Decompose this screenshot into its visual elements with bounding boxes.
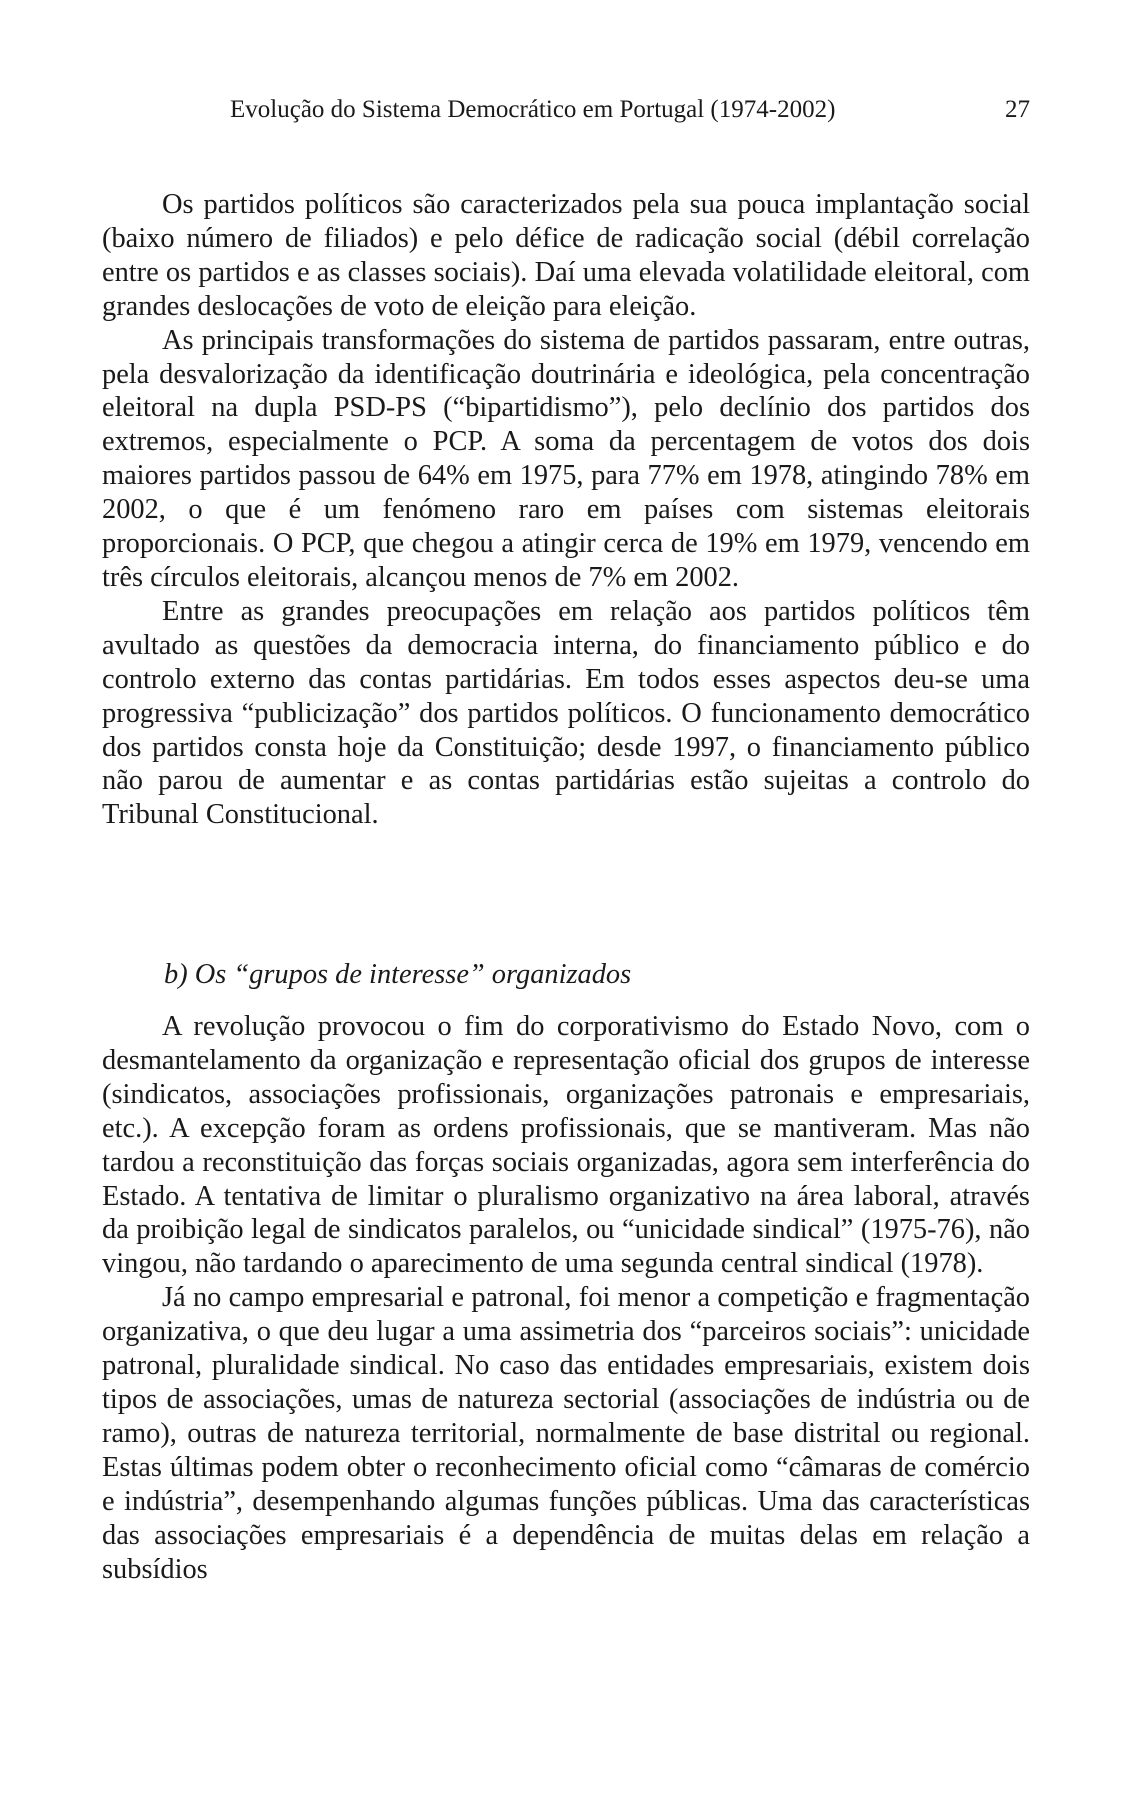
paragraph: Entre as grandes preocupações em relação aos partidos políticos têm avultado as questões da democracia interna, do financiamento público e do controlo externo das contas partidárias. Em todos esses aspectos deu-se uma progressiva “publicização” dos partidos políticos. O funcionamento democrático dos partidos consta hoje da Constituição; desde 1997, o financiamento público não parou de aumentar e as contas partidárias estão sujeitas a controlo do Tribunal Constitucional.: [102, 595, 1030, 831]
paragraph: As principais transformações do sistema de partidos passaram, entre outras, pela desvalorização da identificação doutrinária e ideológica, pela concentração eleitoral na dupla PSD-PS (“bipartidismo”), pelo declínio dos partidos dos extremos, especialmente o PCP. A soma da percentagem de votos dos dois maiores partidos passou de 64% em 1975, para 77% em 1978, atingindo 78% em 2002, o que é um fenómeno raro em países com sistemas eleitorais proporcionais. O PCP, que chegou a atingir cerca de 19% em 1979, vencendo em três círculos eleitorais, alcançou menos de 7% em 2002.: [102, 324, 1030, 593]
paragraph: A revolução provocou o fim do corporativismo do Estado Novo, com o desmantelamento da organização e representação oficial dos grupos de interesse (sindicatos, associações profissionais, organizações patronais e empresariais, etc.). A excepção foram as ordens profissionais, que se mantiveram. Mas não tardou a reconstituição das forças sociais organizadas, agora sem interferência do Estado. A tentativa de limitar o pluralismo organizativo na área laboral, através da proibição legal de sindicatos paralelos, ou “unicidade sindical” (1975-76), não vingou, não tardando o aparecimento de uma segunda central sindical (1978).: [102, 1011, 1030, 1280]
paragraph: Os partidos políticos são caracterizados pela sua pouca implantação social (baixo número de filiados) e pelo défice de radicação social (débil correlação entre os partidos e as classes sociais). Daí uma elevada volatilidade eleitoral, com grandes deslocações de voto de eleição para eleição.: [102, 189, 1030, 322]
paragraph: Já no campo empresarial e patronal, foi menor a competição e fragmentação organizativa, o que deu lugar a uma assimetria dos “parceiros sociais”: unicidade patronal, pluralidade sindical. No caso das entidades empresariais, existem dois tipos de associações, umas de natureza sectorial (associações de indústria ou de ramo), outras de natureza territorial, normalmente de base distrital ou regional. Estas últimas podem obter o reconhecimento oficial como “câmaras de comércio e indústria”, desempenhando algumas funções públicas. Uma das características das associações empresariais é a dependência de muitas delas em relação a subsídios: [102, 1282, 1030, 1585]
running-header: [102, 92, 1030, 128]
section-b-text: [102, 1010, 1030, 1586]
page-number: 27: [1005, 96, 1030, 123]
section-heading: b) Os “grupos de interesse” organizados: [164, 959, 632, 990]
section-a-text: [102, 188, 1030, 832]
running-title: Evolução do Sistema Democrático em Portugal (1974-2002): [230, 96, 836, 123]
